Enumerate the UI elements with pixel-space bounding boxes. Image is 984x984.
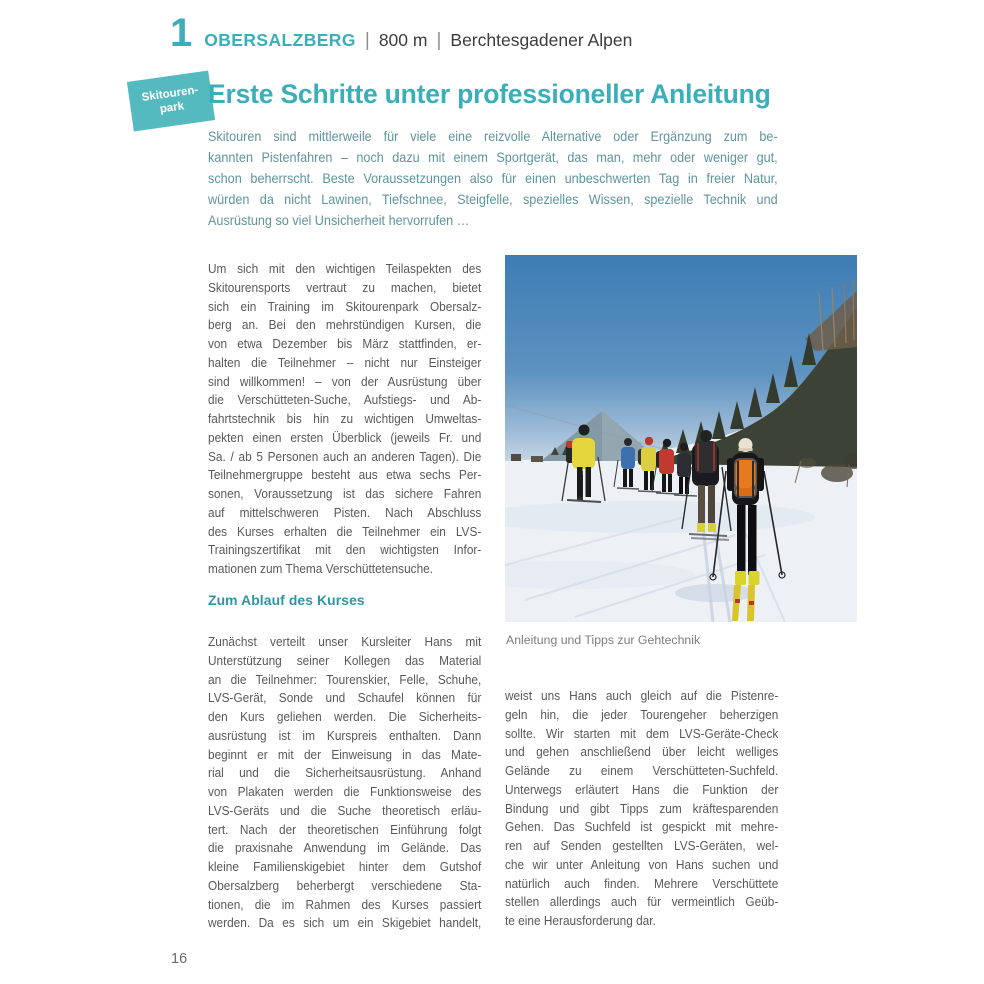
route-number: 1 xyxy=(170,11,192,55)
route-header xyxy=(170,13,632,53)
article-title: Erste Schritte unter professioneller Anleitung xyxy=(208,79,771,109)
page-number: 16 xyxy=(171,951,188,967)
separator-bar: | xyxy=(364,30,370,51)
section-subheading: Zum Ablauf des Kurses xyxy=(208,592,365,608)
ski-touring-scene xyxy=(505,255,857,622)
tag-line-2: park xyxy=(159,100,185,116)
photo-caption: Anleitung und Tipps zur Gehtechnik xyxy=(506,633,701,647)
tag-line-1: Skitouren- xyxy=(140,83,199,104)
route-region: Berchtesgadener Alpen xyxy=(450,30,633,50)
route-altitude: 800 m xyxy=(378,30,428,50)
separator-bar: | xyxy=(436,30,442,51)
body-column-left-continued: Zunächst verteilt unser Kursleiter Hans mit Unterstützung seiner Kollegen das Material an die Teilnehmer: Tourenskier, Felle, Schuhe, LVS-Gerät, Sonde und Schaufel können für den Kurs geliehen werden. Die Sicherheits- ausrüstung ist im Kurspreis enthalten. Dann beginnt er mit der Einweisung in das Mate- rial und die Sicherheitsausrüstung. Anhand von Plakaten werden die Funktionsweise des LVS-Geräts und die Suche theoretisch erläu- tert. Nach der theoretischen Einführung folgt die praxisnahe Anwendung im Gelände. Das kleine Familienskigebiet hinter dem Gutshof Obersalzberg beherbergt verschiedene Sta- tionen, die im Rahmen des Kurses passiert werden. Da es sich um ein Skigebiet handelt, xyxy=(208,634,482,931)
intro-paragraph: Skitouren sind mittlerweile für viele eine reizvolle Alternative oder Ergänzung zum be- kannten Pistenfahren – noch dazu mit einem Sportgerät, das man, mehr oder weniger gut, schon beherrscht. Beste Voraussetzungen also für einen unbeschwerten Tag in freier Natur, würden da nicht Lawinen, Tiefschnee, Steigfelle, spezielles Wissen, spezielle Technik und Ausrüstung so viel Unsicherheit hervorrufen … xyxy=(208,128,778,228)
body-column-left: Um sich mit den wichtigen Teilaspekten des Skitourensports vertraut zu machen, bietet sich ein Training im Skitourenpark Obersalz- berg an. Bei den mehrstündigen Kursen, die von etwa Dezember bis März stattfinden, er- halten die Teilnehmer – nicht nur Einsteiger sind willkommen! – von der Ausrüstung über die Verschütteten-Suche, Aufstiegs- und Ab- fahrtstechnik bis hin zu wichtigen Umweltas- pekten einen ersten Überblick (jeweils Fr. und Sa. / ab 5 Personen auch an anderen Tagen). Die Teilnehmergruppe besteht aus etwa sechs Per- sonen, Voraussetzung ist das sichere Fahren auf mittelschweren Pisten. Nach Abschluss des Kurses erhalten die Teilnehmer ein LVS- Trainingszertifikat mit den wichtigsten Infor- mationen zum Thema Verschüttetensuche. xyxy=(208,261,482,576)
skitourenpark-tag xyxy=(127,71,215,132)
route-name: OBERSALZBERG xyxy=(204,30,356,50)
course-photo xyxy=(505,255,857,622)
body-column-right: weist uns Hans auch gleich auf die Pistenre- geln hin, die jeder Tourengeher beherzigen sollte. Wir starten mit dem LVS-Geräte-Check und gehen anschließend über leicht welliges Gelände zu einem Verschütteten-Suchfeld. Unterwegs erläutert Hans die Funktion der Bindung und gibt Tipps zum kräftesparenden Gehen. Das Suchfeld ist gespickt mit mehre- ren auf Senden gestellten LVS-Geräten, wel- che wir unter Anleitung von Hans suchen und natürlich auch finden. Mehrere Verschüttete stellen allerdings auch für vermeintlich Geüb- te eine Herausforderung dar. xyxy=(505,688,779,928)
